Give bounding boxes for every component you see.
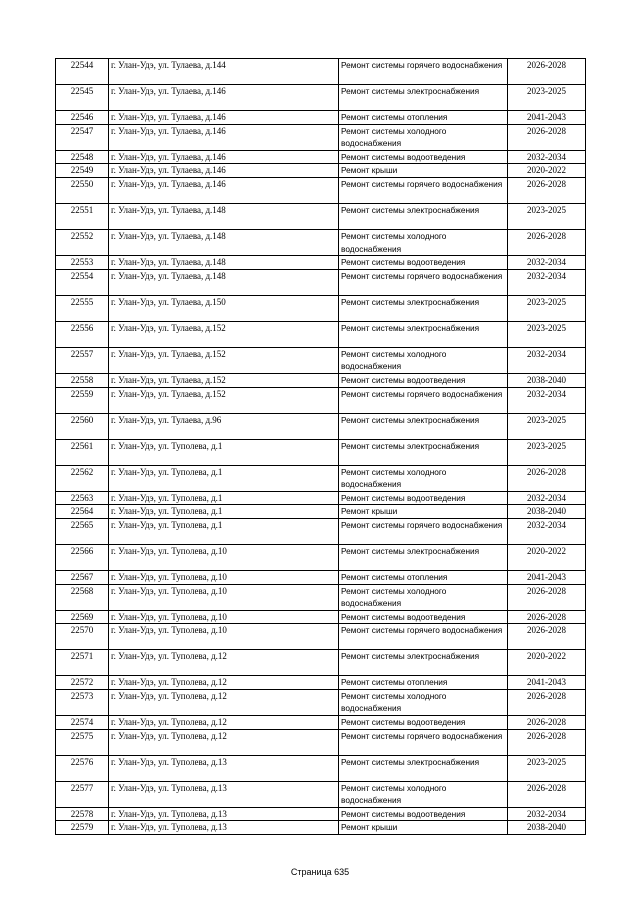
row-address: г. Улан-Удэ, ул. Туполева, д.10 — [109, 610, 339, 624]
row-work-type: Ремонт системы водоотведения — [339, 373, 508, 387]
row-period: 2023-2025 — [508, 85, 586, 111]
row-period: 2026-2028 — [508, 584, 586, 610]
row-id: 22579 — [56, 821, 109, 835]
row-work-type: Ремонт системы холодного водоснабжения — [339, 465, 508, 491]
row-id: 22569 — [56, 610, 109, 624]
table-row — [56, 807, 586, 821]
row-work-type: Ремонт системы холодного водоснабжения — [339, 689, 508, 715]
row-period: 2032-2034 — [508, 150, 586, 164]
table-row — [56, 164, 586, 178]
row-address: г. Улан-Удэ, ул. Тулаева, д.152 — [109, 373, 339, 387]
row-work-type: Ремонт системы электроснабжения — [339, 755, 508, 781]
row-work-type: Ремонт системы отопления — [339, 570, 508, 584]
row-work-type: Ремонт системы водоотведения — [339, 610, 508, 624]
row-work-type: Ремонт системы горячего водоснабжения — [339, 269, 508, 295]
row-work-type: Ремонт системы электроснабжения — [339, 321, 508, 347]
table-row — [56, 295, 586, 321]
table-row — [56, 203, 586, 229]
row-id: 22568 — [56, 584, 109, 610]
row-id: 22577 — [56, 781, 109, 807]
table-row — [56, 413, 586, 439]
row-period: 2026-2028 — [508, 716, 586, 730]
row-address: г. Улан-Удэ, ул. Туполева, д.12 — [109, 716, 339, 730]
row-id: 22558 — [56, 373, 109, 387]
table-row — [56, 373, 586, 387]
table-row — [56, 150, 586, 164]
row-period: 2023-2025 — [508, 439, 586, 465]
row-address: г. Улан-Удэ, ул. Тулаева, д.146 — [109, 150, 339, 164]
row-work-type: Ремонт системы водоотведения — [339, 807, 508, 821]
row-work-type: Ремонт системы электроснабжения — [339, 203, 508, 229]
row-work-type: Ремонт системы холодного водоснабжения — [339, 347, 508, 373]
row-address: г. Улан-Удэ, ул. Тулаева, д.152 — [109, 321, 339, 347]
table-row — [56, 124, 586, 150]
row-work-type: Ремонт системы горячего водоснабжения — [339, 518, 508, 544]
row-address: г. Улан-Удэ, ул. Тулаева, д.144 — [109, 59, 339, 85]
row-address: г. Улан-Удэ, ул. Туполева, д.13 — [109, 807, 339, 821]
row-period: 2032-2034 — [508, 269, 586, 295]
row-address: г. Улан-Удэ, ул. Тулаева, д.148 — [109, 203, 339, 229]
row-work-type: Ремонт системы холодного водоснабжения — [339, 781, 508, 807]
row-id: 22561 — [56, 439, 109, 465]
row-address: г. Улан-Удэ, ул. Туполева, д.13 — [109, 755, 339, 781]
row-period: 2041-2043 — [508, 676, 586, 690]
row-id: 22551 — [56, 203, 109, 229]
row-id: 22564 — [56, 505, 109, 519]
row-period: 2026-2028 — [508, 229, 586, 255]
row-address: г. Улан-Удэ, ул. Тулаева, д.96 — [109, 413, 339, 439]
row-period: 2032-2034 — [508, 518, 586, 544]
row-id: 22560 — [56, 413, 109, 439]
row-work-type: Ремонт системы электроснабжения — [339, 439, 508, 465]
row-id: 22565 — [56, 518, 109, 544]
row-period: 2032-2034 — [508, 256, 586, 270]
row-period: 2032-2034 — [508, 491, 586, 505]
row-period: 2023-2025 — [508, 295, 586, 321]
row-address: г. Улан-Удэ, ул. Туполева, д.10 — [109, 570, 339, 584]
table-row — [56, 177, 586, 203]
row-address: г. Улан-Удэ, ул. Тулаева, д.148 — [109, 229, 339, 255]
table-row — [56, 676, 586, 690]
table-row — [56, 229, 586, 255]
row-period: 2026-2028 — [508, 124, 586, 150]
row-address: г. Улан-Удэ, ул. Тулаева, д.146 — [109, 111, 339, 125]
row-address: г. Улан-Удэ, ул. Туполева, д.1 — [109, 465, 339, 491]
table-row — [56, 755, 586, 781]
row-period: 2020-2022 — [508, 544, 586, 570]
row-id: 22548 — [56, 150, 109, 164]
row-address: г. Улан-Удэ, ул. Туполева, д.1 — [109, 505, 339, 519]
row-period: 2023-2025 — [508, 321, 586, 347]
table-row — [56, 716, 586, 730]
row-address: г. Улан-Удэ, ул. Тулаева, д.148 — [109, 269, 339, 295]
row-work-type: Ремонт системы горячего водоснабжения — [339, 59, 508, 85]
table-row — [56, 85, 586, 111]
table-row — [56, 269, 586, 295]
row-work-type: Ремонт системы водоотведения — [339, 150, 508, 164]
row-period: 2026-2028 — [508, 624, 586, 650]
row-id: 22578 — [56, 807, 109, 821]
row-address: г. Улан-Удэ, ул. Туполева, д.10 — [109, 624, 339, 650]
row-work-type: Ремонт системы холодного водоснабжения — [339, 124, 508, 150]
row-id: 22550 — [56, 177, 109, 203]
row-work-type: Ремонт крыши — [339, 164, 508, 178]
row-id: 22573 — [56, 689, 109, 715]
row-id: 22575 — [56, 729, 109, 755]
repair-schedule-table — [55, 58, 586, 835]
row-period: 2023-2025 — [508, 755, 586, 781]
row-address: г. Улан-Удэ, ул. Тулаева, д.150 — [109, 295, 339, 321]
row-work-type: Ремонт системы горячего водоснабжения — [339, 624, 508, 650]
table-row — [56, 781, 586, 807]
table-row — [56, 584, 586, 610]
row-address: г. Улан-Удэ, ул. Туполева, д.12 — [109, 650, 339, 676]
row-id: 22549 — [56, 164, 109, 178]
table-row — [56, 570, 586, 584]
row-address: г. Улан-Удэ, ул. Туполева, д.1 — [109, 491, 339, 505]
row-period: 2026-2028 — [508, 781, 586, 807]
row-work-type: Ремонт системы электроснабжения — [339, 650, 508, 676]
table-row — [56, 321, 586, 347]
page-number: Страница 635 — [290, 867, 350, 877]
row-id: 22563 — [56, 491, 109, 505]
table-row — [56, 505, 586, 519]
row-address: г. Улан-Удэ, ул. Туполева, д.12 — [109, 676, 339, 690]
row-period: 2038-2040 — [508, 505, 586, 519]
row-address: г. Улан-Удэ, ул. Тулаева, д.152 — [109, 387, 339, 413]
row-id: 22544 — [56, 59, 109, 85]
row-id: 22546 — [56, 111, 109, 125]
table-row — [56, 689, 586, 715]
row-period: 2023-2025 — [508, 203, 586, 229]
row-period: 2023-2025 — [508, 413, 586, 439]
row-period: 2026-2028 — [508, 177, 586, 203]
table-row — [56, 650, 586, 676]
row-work-type: Ремонт крыши — [339, 505, 508, 519]
row-work-type: Ремонт системы отопления — [339, 676, 508, 690]
table-row — [56, 347, 586, 373]
row-period: 2026-2028 — [508, 610, 586, 624]
table-row — [56, 439, 586, 465]
row-period: 2020-2022 — [508, 650, 586, 676]
row-id: 22572 — [56, 676, 109, 690]
row-address: г. Улан-Удэ, ул. Тулаева, д.148 — [109, 256, 339, 270]
row-period: 2032-2034 — [508, 807, 586, 821]
row-id: 22553 — [56, 256, 109, 270]
row-id: 22545 — [56, 85, 109, 111]
row-period: 2026-2028 — [508, 729, 586, 755]
table-row — [56, 59, 586, 85]
row-id: 22557 — [56, 347, 109, 373]
row-work-type: Ремонт системы холодного водоснабжения — [339, 229, 508, 255]
row-address: г. Улан-Удэ, ул. Туполева, д.12 — [109, 729, 339, 755]
row-period: 2026-2028 — [508, 465, 586, 491]
row-address: г. Улан-Удэ, ул. Тулаева, д.146 — [109, 124, 339, 150]
row-address: г. Улан-Удэ, ул. Туполева, д.1 — [109, 439, 339, 465]
table-row — [56, 491, 586, 505]
row-address: г. Улан-Удэ, ул. Туполева, д.13 — [109, 781, 339, 807]
row-work-type: Ремонт системы отопления — [339, 111, 508, 125]
row-id: 22571 — [56, 650, 109, 676]
row-period: 2038-2040 — [508, 373, 586, 387]
row-work-type: Ремонт системы горячего водоснабжения — [339, 387, 508, 413]
row-address: г. Улан-Удэ, ул. Тулаева, д.146 — [109, 177, 339, 203]
table-row — [56, 518, 586, 544]
row-address: г. Улан-Удэ, ул. Тулаева, д.146 — [109, 164, 339, 178]
table-row — [56, 729, 586, 755]
table-row — [56, 821, 586, 835]
row-period: 2041-2043 — [508, 570, 586, 584]
row-period: 2020-2022 — [508, 164, 586, 178]
row-id: 22554 — [56, 269, 109, 295]
table-row — [56, 624, 586, 650]
row-work-type: Ремонт системы холодного водоснабжения — [339, 584, 508, 610]
row-address: г. Улан-Удэ, ул. Туполева, д.12 — [109, 689, 339, 715]
row-address: г. Улан-Удэ, ул. Туполева, д.10 — [109, 584, 339, 610]
row-period: 2026-2028 — [508, 59, 586, 85]
row-work-type: Ремонт системы водоотведения — [339, 716, 508, 730]
row-period: 2041-2043 — [508, 111, 586, 125]
row-period: 2038-2040 — [508, 821, 586, 835]
row-address: г. Улан-Удэ, ул. Туполева, д.10 — [109, 544, 339, 570]
table-row — [56, 256, 586, 270]
row-id: 22576 — [56, 755, 109, 781]
row-work-type: Ремонт системы электроснабжения — [339, 295, 508, 321]
table-row — [56, 111, 586, 125]
row-id: 22567 — [56, 570, 109, 584]
table-row — [56, 387, 586, 413]
row-work-type: Ремонт системы горячего водоснабжения — [339, 729, 508, 755]
row-work-type: Ремонт системы водоотведения — [339, 256, 508, 270]
row-address: г. Улан-Удэ, ул. Тулаева, д.146 — [109, 85, 339, 111]
row-work-type: Ремонт системы электроснабжения — [339, 544, 508, 570]
table-row — [56, 610, 586, 624]
table-row — [56, 544, 586, 570]
row-address: г. Улан-Удэ, ул. Туполева, д.1 — [109, 518, 339, 544]
row-id: 22547 — [56, 124, 109, 150]
row-id: 22566 — [56, 544, 109, 570]
table-row — [56, 465, 586, 491]
row-work-type: Ремонт системы водоотведения — [339, 491, 508, 505]
row-id: 22574 — [56, 716, 109, 730]
row-id: 22559 — [56, 387, 109, 413]
row-period: 2032-2034 — [508, 387, 586, 413]
row-id: 22570 — [56, 624, 109, 650]
row-id: 22562 — [56, 465, 109, 491]
row-id: 22556 — [56, 321, 109, 347]
row-address: г. Улан-Удэ, ул. Туполева, д.13 — [109, 821, 339, 835]
row-period: 2026-2028 — [508, 689, 586, 715]
row-work-type: Ремонт крыши — [339, 821, 508, 835]
row-work-type: Ремонт системы горячего водоснабжения — [339, 177, 508, 203]
row-work-type: Ремонт системы электроснабжения — [339, 85, 508, 111]
row-address: г. Улан-Удэ, ул. Тулаева, д.152 — [109, 347, 339, 373]
row-id: 22552 — [56, 229, 109, 255]
row-id: 22555 — [56, 295, 109, 321]
row-period: 2032-2034 — [508, 347, 586, 373]
row-work-type: Ремонт системы электроснабжения — [339, 413, 508, 439]
